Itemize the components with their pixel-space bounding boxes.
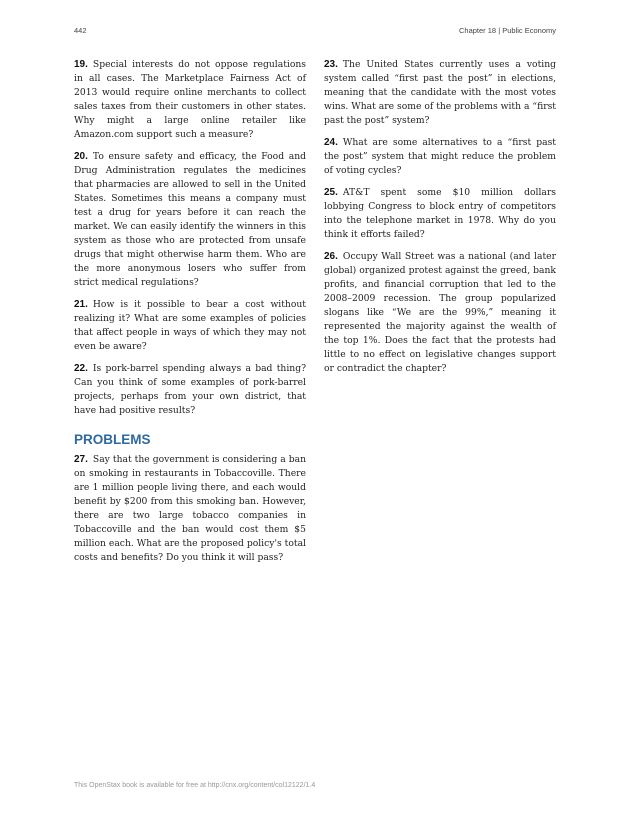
- question-number: 24.: [324, 137, 338, 148]
- question-text: How is it possible to bear a cost without realizing it? What are some examples of policies that affect people in ways of which they may not even be aware?: [74, 299, 306, 352]
- question-number: 19.: [74, 59, 88, 70]
- question-text: Is pork-barrel spending always a bad thing? Can you think of some examples of pork-barrel projects, perhaps from your own district, that have had positive results?: [74, 363, 306, 416]
- question-number: 20.: [74, 151, 88, 162]
- question-19: [74, 58, 306, 142]
- question-number: 21.: [74, 299, 88, 310]
- problem-number: 27.: [74, 454, 88, 465]
- page-number: 442: [74, 26, 87, 35]
- question-text: AT&T spent some $10 million dollars lobbying Congress to block entry of competitors into the telephone market in 1978. Why do you think it efforts failed?: [324, 187, 556, 240]
- question-21: [74, 298, 306, 354]
- problem-27: [74, 453, 306, 565]
- left-column: [74, 58, 306, 573]
- question-text: The United States currently uses a voting system called “first past the post” in elections, meaning that the candidate with the most votes wins. What are some of the problems with a “first past the post” system?: [324, 59, 556, 126]
- question-26: [324, 250, 556, 376]
- question-20: [74, 150, 306, 290]
- question-number: 23.: [324, 59, 338, 70]
- question-text: Special interests do not oppose regulations in all cases. The Marketplace Fairness Act of 2013 would require online merchants to collect sales taxes from their customers in other states. Why might a large online retailer like Amazon.com support such a measure?: [74, 59, 306, 140]
- question-number: 26.: [324, 251, 338, 262]
- problem-text: Say that the government is considering a ban on smoking in restaurants in Tobaccoville. There are 1 million people living there, and each would benefit by $200 from this smoking ban. However, there are two large tobacco companies in Tobaccoville and the ban would cost them $5 million each. What are the proposed policy's total costs and benefits? Do you think it will pass?: [74, 454, 306, 563]
- question-number: 25.: [324, 187, 338, 198]
- question-23: [324, 58, 556, 128]
- question-24: [324, 136, 556, 178]
- question-number: 22.: [74, 363, 88, 374]
- question-text: To ensure safety and efficacy, the Food and Drug Administration regulates the medicines that pharmacies are allowed to sell in the United States. Sometimes this means a company must test a drug for years before it can reach the market. We can easily identify the winners in this system as those who are protected from unsafe drugs that might otherwise harm them. Who are the more anonymous losers who suffer from strict medical regulations?: [74, 151, 306, 288]
- page-footer: This OpenStax book is available for free at http://cnx.org/content/col12122/1.4: [74, 782, 316, 789]
- right-column: [324, 58, 556, 384]
- question-25: [324, 186, 556, 242]
- question-text: Occupy Wall Street was a national (and later global) organized protest against the greed, bank profits, and financial corruption that led to the 2008–2009 recession. The group popularized slogans like “We are the 99%,” meaning it represented the majority against the wealth of the top 1%. Does the fact that the protests had little to no effect on legislative changes support or contradict the chapter?: [324, 251, 556, 374]
- chapter-title: Chapter 18 | Public Economy: [459, 26, 556, 35]
- question-text: What are some alternatives to a “first past the post” system that might reduce the problem of voting cycles?: [324, 137, 556, 176]
- question-22: [74, 362, 306, 418]
- problems-heading: PROBLEMS: [74, 432, 151, 447]
- page-header: [74, 26, 556, 38]
